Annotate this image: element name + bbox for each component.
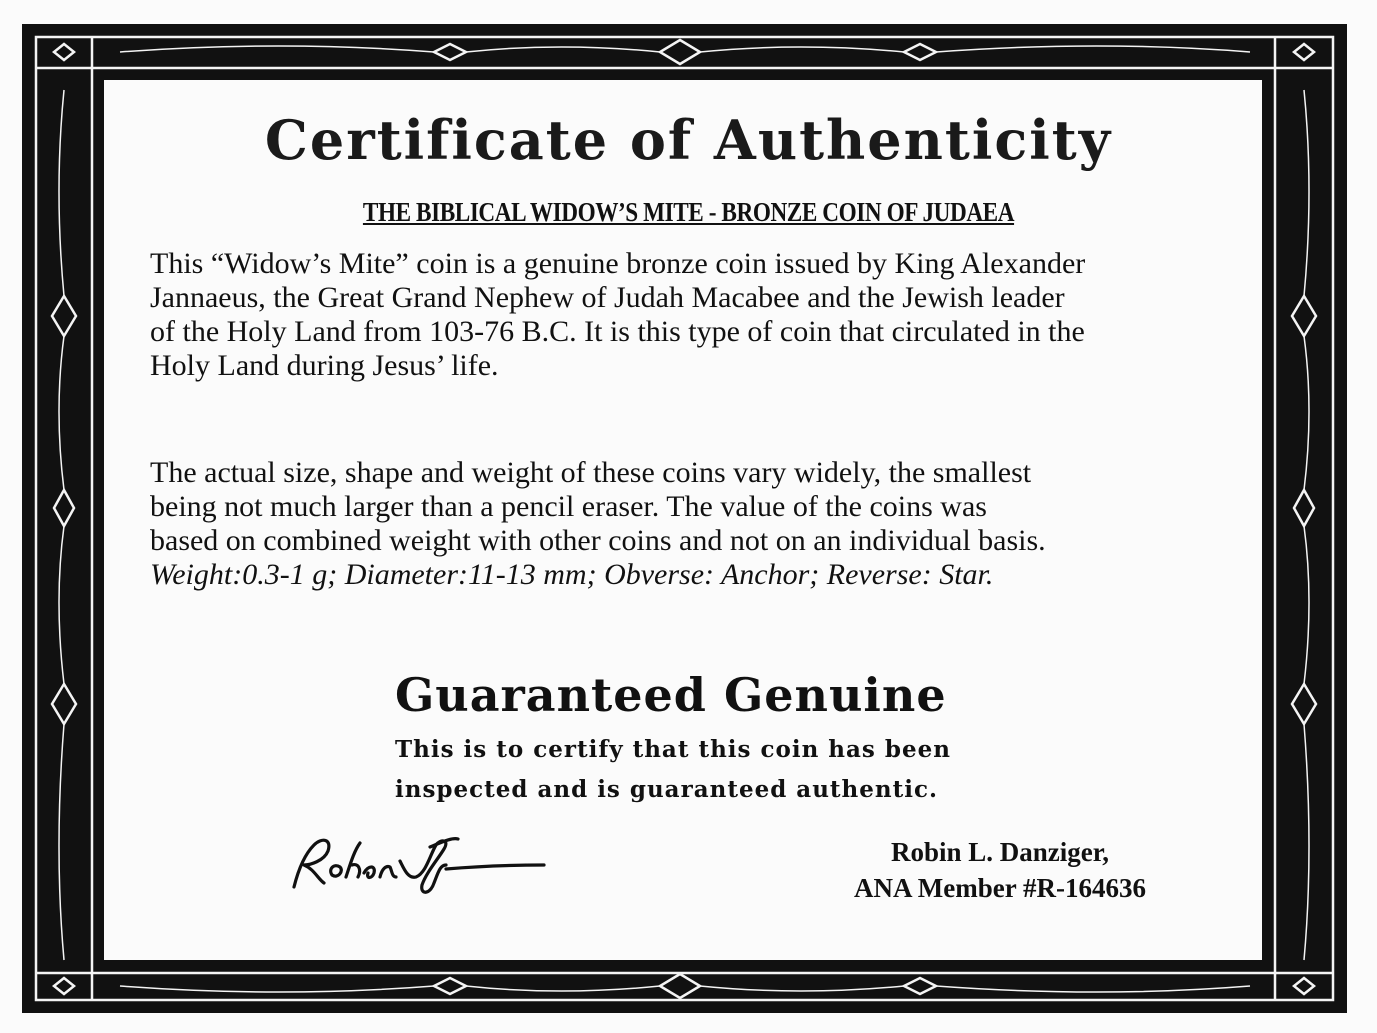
guarantee-heading: Guaranteed Genuine bbox=[395, 668, 947, 722]
paragraph-line: of the Holy Land from 103-76 B.C. It is this type of coin that circulated in the bbox=[150, 315, 1085, 348]
paragraph-line: being not much larger than a pencil eraser. The value of the coins was bbox=[150, 490, 987, 523]
paragraph-line: Holy Land during Jesus’ life. bbox=[150, 349, 499, 382]
paragraph-line: based on combined weight with other coins and not on an individual basis. bbox=[150, 524, 1046, 557]
paragraph-line: This “Widow’s Mite” coin is a genuine bronze coin issued by King Alexander bbox=[150, 247, 1086, 280]
signature-image bbox=[280, 825, 560, 905]
description-paragraph-2 bbox=[150, 456, 1240, 592]
certificate-subtitle: THE BIBLICAL WIDOW’S MITE - BRONZE COIN OF JUDAEA bbox=[362, 197, 1015, 227]
signer-membership: ANA Member #R-164636 bbox=[854, 873, 1146, 903]
paragraph-line: The actual size, shape and weight of these coins vary widely, the smallest bbox=[150, 456, 1032, 489]
signer-block bbox=[790, 834, 1210, 906]
guarantee-line: This is to certify that this coin has been bbox=[395, 736, 951, 763]
certificate-title: Certificate of Authenticity bbox=[264, 108, 1113, 172]
paragraph-line: Jannaeus, the Great Grand Nephew of Judah Macabee and the Jewish leader bbox=[150, 281, 1065, 314]
guarantee-statement bbox=[395, 730, 1015, 810]
signer-name: Robin L. Danziger, bbox=[890, 837, 1110, 867]
coin-specs: Weight:0.3-1 g; Diameter:11-13 mm; Obverse: Anchor; Reverse: Star. bbox=[150, 558, 994, 591]
guarantee-line: inspected and is guaranteed authentic. bbox=[395, 776, 939, 803]
description-paragraph-1 bbox=[150, 247, 1240, 383]
